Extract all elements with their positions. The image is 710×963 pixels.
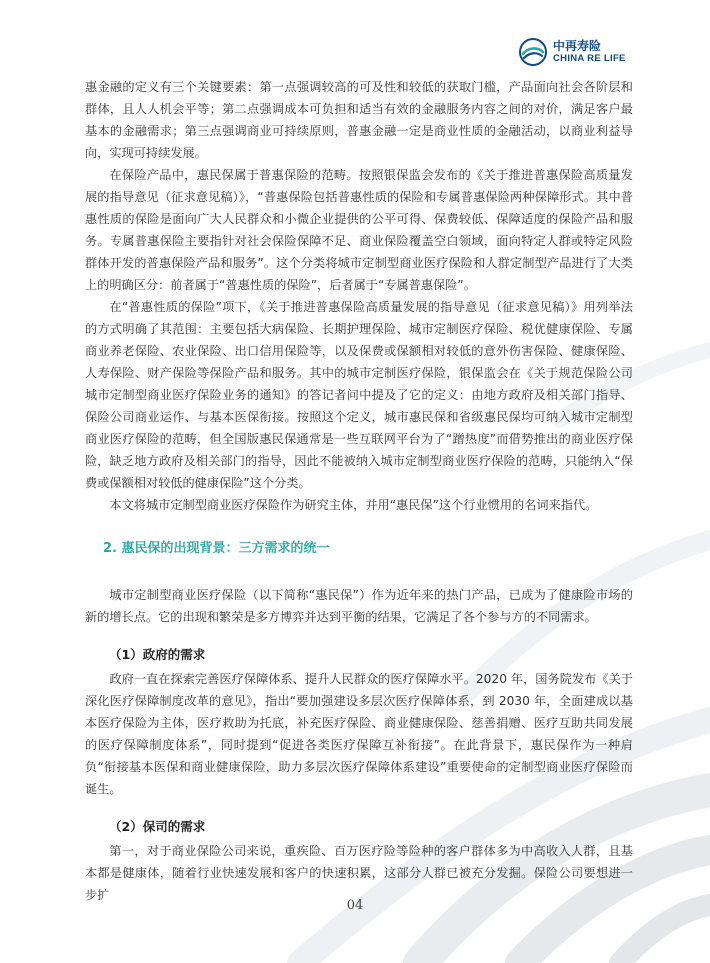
logo-chinese-name: 中再寿险: [553, 39, 602, 54]
subheading-insurer-demand: （2）保司的需求: [109, 819, 206, 834]
subheading-government-demand: （1）政府的需求: [109, 647, 206, 662]
logo-english-name: CHINA RE LIFE: [553, 53, 626, 65]
paragraph-insurer-demand: 第一，对于商业保险公司来说，重疾险、百万医疗险等险种的客户群体多为中高收入人群，且基本都是健康体，随着行业快速发展和客户的快速积累，这部分人群已被充分发掘。保险公司要想进一步扩: [85, 844, 633, 902]
paragraph-inclusive-insurance-scope: 在“普惠性质的保险”项下，《关于推进普惠保险高质量发展的指导意见（征求意见稿）》用列举法的方式明确了其范围：主要包括大病保险、长期护理保险、城市定制医疗保险、税优健康保险、专属商业养老保险、农业保险、出口信用保险等，以及保费或保额相对较低的意外伤害保险、健康保险、人寿保险、财产保险等保险产品和服务。其中的城市定制医疗保险，银保监会在《关于规范保险公司城市定制型商业医疗保险业务的通知》的答记者问中提及了它的定义：由地方政府及相关部门指导、保险公司商业运作、与基本医保衔接。按照这个定义，城市惠民保和省级惠民保均可纳入城市定制型商业医疗保险的范畴，但全国版惠民保通常是一些互联网平台为了“蹭热度”而借势推出的商业医疗保险，缺乏地方政府及相关部门的指导，因此不能被纳入城市定制型商业医疗保险的范畴，只能纳入“保费或保额相对较低的健康保险”这个分类。: [85, 300, 633, 490]
paragraph-government-demand: 政府一直在探索完善医疗保障体系、提升人民群众的医疗保障水平。2020 年，国务院发布《关于深化医疗保障制度改革的意见》，指出“要加强建设多层次医疗保障体系，到 2030 年，全面建成以基本医疗保险为主体，医疗救助为托底，补充医疗保险、商业健康保险、慈善捐赠、医疗互助共同发展的医疗保障制度体系”，同时提到“促进各类医疗保障互补衔接”。在此背景下，惠民保作为一种肩负“衔接基本医保和商业健康保险，助力多层次医疗保障体系建设”重要使命的定制型商业医疗保险而诞生。: [85, 672, 633, 796]
page-number: 04: [346, 898, 364, 913]
paragraph-inclusive-finance-definition: 惠金融的定义有三个关键要素：第一点强调较高的可及性和较低的获取门槛，产品面向社会各阶层和群体，且人人机会平等；第二点强调成本可负担和适当有效的金融服务内容之间的对价，满足客户最基本的金融需求；第三点强调商业可持续原则，普惠金融一定是商业性质的金融活动，以商业利益导向，实现可持续发展。: [85, 80, 633, 160]
section-heading-background: 2. 惠民保的出现背景：三方需求的统一: [103, 541, 330, 556]
article-body: [85, 76, 633, 906]
paragraph-background-intro: 城市定制型商业医疗保险（以下简称“惠民保”）作为近年来的热门产品，已成为了健康险市场的新的增长点。它的出现和繁荣是多方博弈并达到平衡的结果，它满足了各个参与方的不同需求。: [85, 588, 633, 624]
company-logo: [518, 36, 626, 68]
paragraph-research-subject: 本文将城市定制型商业医疗保险作为研究主体，并用“惠民保”这个行业惯用的名词来指代。: [109, 498, 598, 512]
logo-mark-icon: [518, 37, 548, 67]
paragraph-inclusive-insurance-classification: 在保险产品中，惠民保属于普惠保险的范畴。按照银保监会发布的《关于推进普惠保险高质量发展的指导意见（征求意见稿）》，“普惠保险包括普惠性质的保险和专属普惠保险两种保障形式。其中普惠性质的保险是面向广大人民群众和小微企业提供的公平可得、保费较低、保障适度的保险产品和服务。专属普惠保险主要指针对社会保险保障不足、商业保险覆盖空白领域，面向特定人群或特定风险群体开发的普惠保险产品和服务”。这个分类将城市定制型商业医疗保险和人群定制型产品进行了大类上的明确区分：前者属于“普惠性质的保险”，后者属于“专属普惠保险”。: [85, 168, 633, 292]
